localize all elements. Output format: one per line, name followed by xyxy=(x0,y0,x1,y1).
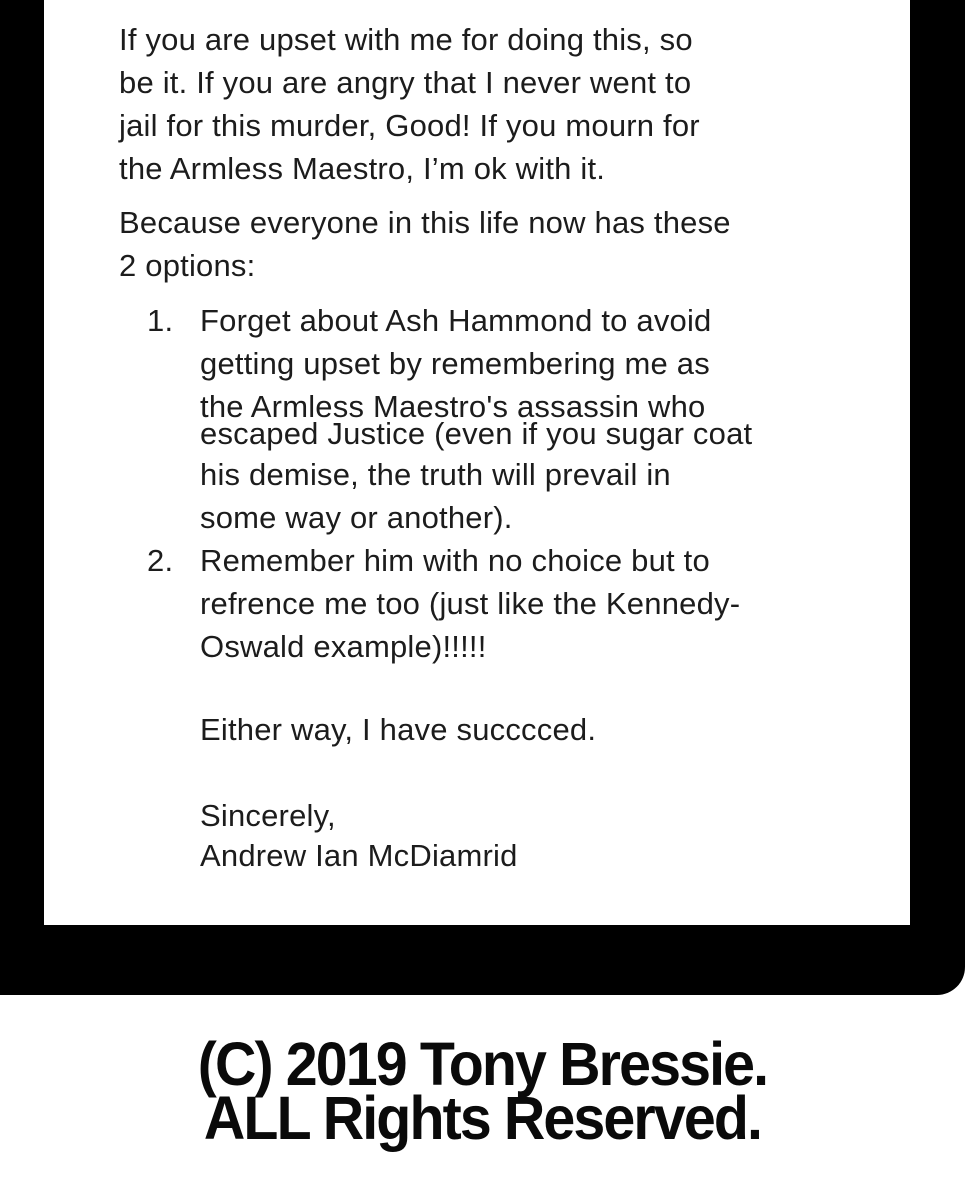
paragraph-line: If you are upset with me for doing this, so xyxy=(119,22,693,57)
list-number: 2. xyxy=(147,543,174,578)
frame-right-bar xyxy=(910,0,965,930)
frame-left-bar xyxy=(0,0,44,930)
list-line: his demise, the truth will prevail in xyxy=(200,457,671,492)
copyright-line2: ALL Rights Reserved. xyxy=(203,1084,762,1152)
list-item-text xyxy=(200,539,909,668)
letter-document xyxy=(119,18,909,877)
list-line: Oswald example)!!!!! xyxy=(200,629,487,664)
list-line: the Armless Maestro's assassin who xyxy=(200,389,706,424)
list-line: some way or another). xyxy=(200,500,513,535)
closing-statement: Either way, I have succcced. xyxy=(200,712,597,747)
paragraph-line: jail for this murder, Good! If you mourn for xyxy=(119,108,700,143)
signature-name: Andrew Ian McDiamrid xyxy=(200,838,518,873)
list-item-text xyxy=(200,299,909,539)
frame-bottom-bar xyxy=(0,925,965,995)
paragraph-2 xyxy=(119,201,909,287)
copyright-notice xyxy=(29,1030,936,1152)
list-line: Remember him with no choice but to xyxy=(200,543,710,578)
paragraph-line: the Armless Maestro, I’m ok with it. xyxy=(119,151,606,186)
list-line: Forget about Ash Hammond to avoid xyxy=(200,303,712,338)
paragraph-1 xyxy=(119,18,909,190)
list-item-2 xyxy=(119,539,909,668)
copyright-line1: (C) 2019 Tony Bressie. xyxy=(197,1030,768,1098)
paragraph-line: be it. If you are angry that I never went to xyxy=(119,65,692,100)
list-line: refrence me too (just like the Kennedy- xyxy=(200,586,741,621)
paragraph-line: Because everyone in this life now has these xyxy=(119,205,731,240)
closing-salutation: Sincerely, xyxy=(200,798,336,833)
list-line: getting upset by remembering me as xyxy=(200,346,710,381)
list-number: 1. xyxy=(147,303,174,338)
list-line: escaped Justice (even if you sugar coat xyxy=(200,416,753,451)
paragraph-line: 2 options: xyxy=(119,248,256,283)
list-item-1 xyxy=(119,299,909,539)
